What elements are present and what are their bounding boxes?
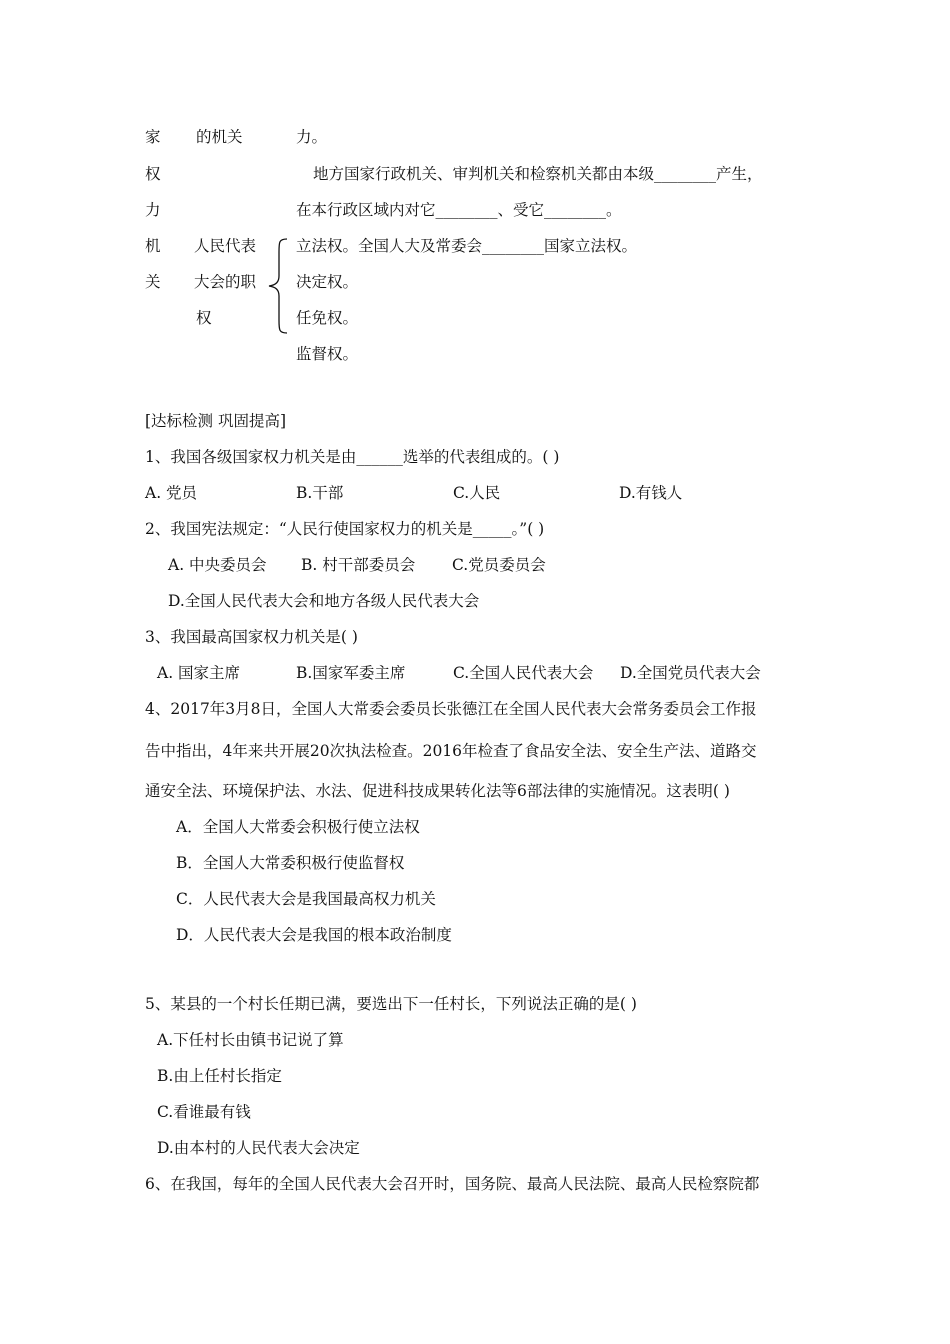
option: A. 党员 bbox=[145, 484, 198, 502]
outline-col1-char: 权 bbox=[145, 165, 161, 183]
question-stem: 通安全法、环境保护法、水法、促进科技成果转化法等6部法律的实施情况。这表明( ) bbox=[145, 782, 730, 800]
option: D.全国人民代表大会和地方各级人民代表大会 bbox=[168, 592, 480, 610]
option: C.党员委员会 bbox=[452, 556, 546, 574]
option: A. 国家主席 bbox=[157, 664, 241, 682]
option: C.看谁最有钱 bbox=[157, 1103, 251, 1121]
npc-label-line: 大会的职 bbox=[194, 273, 257, 291]
question-stem: 1、我国各级国家权力机关是由______选举的代表组成的。( ) bbox=[145, 448, 560, 466]
npc-label-line: 人民代表 bbox=[194, 237, 257, 255]
question-stem: 5、某县的一个村长任期已满，要选出下一任村长，下列说法正确的是( ) bbox=[145, 995, 637, 1013]
question-stem: 4、2017年3月8日，全国人大常委会委员长张德江在全国人民代表大会常务委员会工作报 bbox=[145, 700, 757, 718]
question-stem: 3、我国最高国家权力机关是( ) bbox=[145, 628, 358, 646]
power-item: 任免权。 bbox=[296, 309, 359, 327]
outline-col1-char: 家 bbox=[145, 128, 161, 146]
question-stem: 告中指出，4年来共开展20次执法检查。2016年检查了食品安全法、安全生产法、道路交 bbox=[145, 742, 757, 760]
option: C．人民代表大会是我国最高权力机关 bbox=[176, 890, 436, 908]
option: C.全国人民代表大会 bbox=[453, 664, 594, 682]
option: A. 中央委员会 bbox=[168, 556, 267, 574]
outline-col2-top: 的机关 bbox=[196, 128, 243, 146]
power-item: 监督权。 bbox=[296, 345, 359, 363]
outline-col1-char: 机 bbox=[145, 237, 161, 255]
curly-brace-icon bbox=[268, 238, 290, 334]
option: A.下任村长由镇书记说了算 bbox=[157, 1031, 344, 1049]
option: D.全国党员代表大会 bbox=[620, 664, 761, 682]
question-stem: 6、在我国，每年的全国人民代表大会召开时，国务院、最高人民法院、最高人民检察院都 bbox=[145, 1175, 760, 1193]
local-organs-line1: 地方国家行政机关、审判机关和检察机关都由本级________产生， bbox=[313, 165, 763, 183]
power-item: 决定权。 bbox=[296, 273, 359, 291]
option: B．全国人大常委积极行使监督权 bbox=[176, 854, 405, 872]
section-title: [达标检测 巩固提高] bbox=[145, 412, 287, 430]
outline-col1-char: 力 bbox=[145, 201, 161, 219]
question-stem: 2、我国宪法规定：“人民行使国家权力的机关是_____。”( ) bbox=[145, 520, 545, 538]
local-organs-line2: 在本行政区域内对它________、受它________。 bbox=[296, 201, 622, 219]
option: B.干部 bbox=[296, 484, 344, 502]
option: B.由上任村长指定 bbox=[157, 1067, 282, 1085]
outline-col1-char: 关 bbox=[145, 273, 161, 291]
option: A．全国人大常委会积极行使立法权 bbox=[176, 818, 420, 836]
option: C.人民 bbox=[453, 484, 501, 502]
option: B. 村干部委员会 bbox=[301, 556, 416, 574]
option: D.有钱人 bbox=[619, 484, 683, 502]
option: B.国家军委主席 bbox=[296, 664, 406, 682]
option: D．人民代表大会是我国的根本政治制度 bbox=[176, 926, 452, 944]
npc-label-line: 权 bbox=[196, 309, 212, 327]
power-item: 立法权。全国人大及常委会________国家立法权。 bbox=[296, 237, 638, 255]
option: D.由本村的人民代表大会决定 bbox=[157, 1139, 360, 1157]
outline-col3-top: 力。 bbox=[296, 128, 328, 146]
